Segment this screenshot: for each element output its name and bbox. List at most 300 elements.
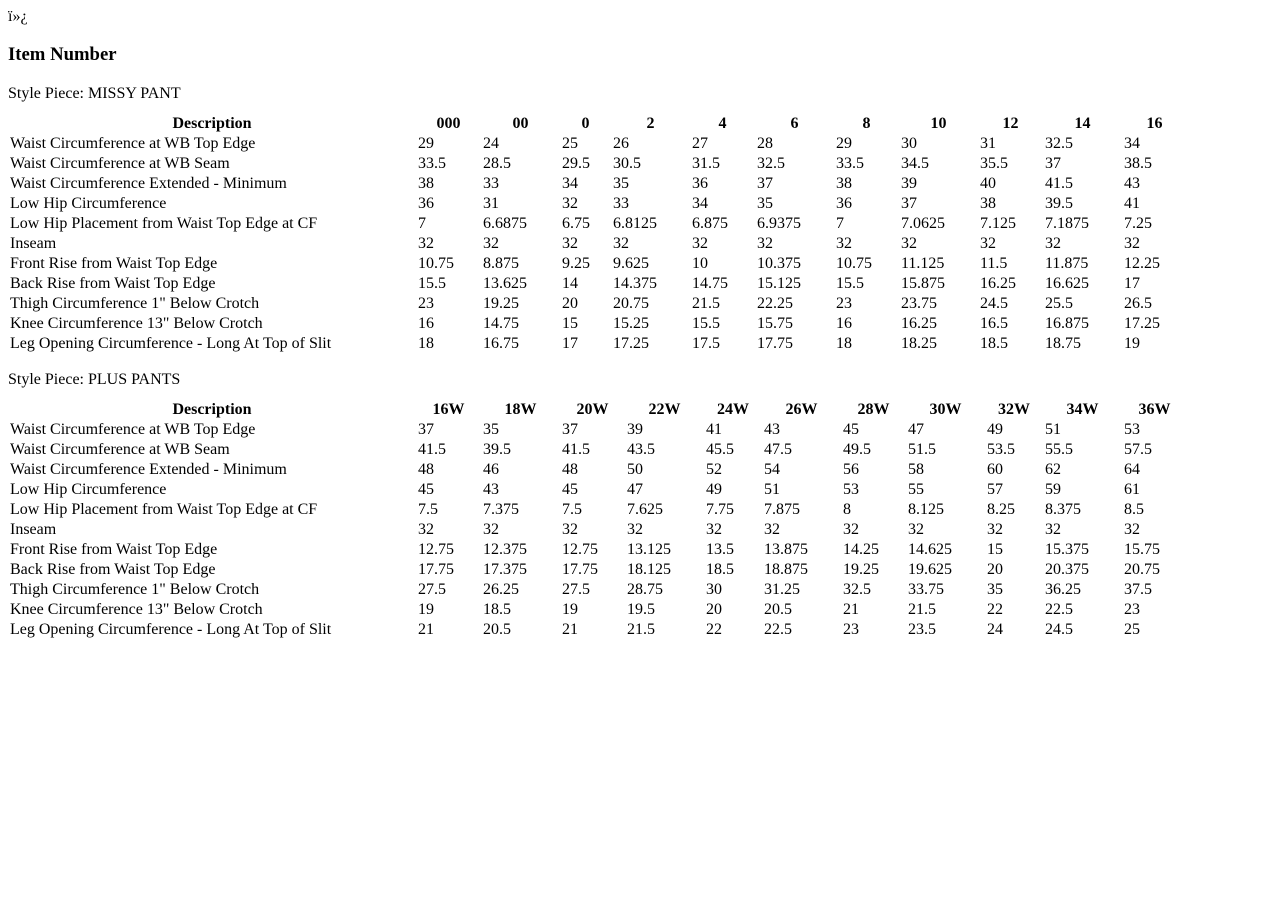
- measurement-value-cell: 57.5: [1124, 441, 1152, 458]
- measurement-value-cell: 38: [836, 175, 852, 192]
- measurement-description-cell: Thigh Circumference 1" Below Crotch: [10, 581, 260, 598]
- measurement-value-cell: 32: [980, 235, 996, 252]
- measurement-value-cell: 54: [764, 461, 780, 478]
- measurement-value-cell: 41.5: [418, 441, 446, 458]
- measurement-value-cell: 21: [418, 621, 434, 638]
- measurement-description-cell: Back Rise from Waist Top Edge: [10, 561, 216, 578]
- measurement-value-cell: 35: [483, 421, 499, 438]
- measurement-value-cell: 48: [562, 461, 578, 478]
- measurement-value-cell: 13.5: [706, 541, 734, 558]
- table-row: [9, 234, 1186, 254]
- table-row: [9, 580, 1186, 600]
- measurement-value-cell: 45: [843, 421, 859, 438]
- table-row: [9, 274, 1186, 294]
- measurement-value-cell: 34: [692, 195, 708, 212]
- measurement-value-cell: 45: [418, 481, 434, 498]
- table-row: [9, 600, 1186, 620]
- measurement-value-cell: 16.625: [1045, 275, 1089, 292]
- measurement-value-cell: 14.25: [843, 541, 879, 558]
- measurement-value-cell: 10: [692, 255, 708, 272]
- measurement-value-cell: 14: [562, 275, 578, 292]
- measurement-value-cell: 24.5: [1045, 621, 1073, 638]
- measurement-value-cell: 7.5: [418, 501, 438, 518]
- measurement-value-cell: 17: [562, 335, 578, 352]
- table-row: [9, 500, 1186, 520]
- measurement-value-cell: 21.5: [627, 621, 655, 638]
- column-header-size: 6: [790, 115, 799, 132]
- measurement-value-cell: 13.625: [483, 275, 527, 292]
- measurement-value-cell: 32: [483, 235, 499, 252]
- column-header-size: 26W: [785, 401, 818, 418]
- measurement-value-cell: 31.5: [692, 155, 720, 172]
- measurement-value-cell: 17.25: [1124, 315, 1160, 332]
- measurement-value-cell: 37: [757, 175, 773, 192]
- table-row: [9, 194, 1186, 214]
- measurement-value-cell: 36: [418, 195, 434, 212]
- measurement-value-cell: 7.1875: [1045, 215, 1089, 232]
- measurement-value-cell: 32: [1124, 235, 1140, 252]
- measurement-value-cell: 7.75: [706, 501, 734, 518]
- measurement-value-cell: 19: [1124, 335, 1140, 352]
- measurement-description-cell: Back Rise from Waist Top Edge: [10, 275, 216, 292]
- measurement-value-cell: 18.5: [706, 561, 734, 578]
- measurement-value-cell: 23: [843, 621, 859, 638]
- measurement-value-cell: 11.875: [1045, 255, 1089, 272]
- table-row: [9, 334, 1186, 354]
- measurement-value-cell: 47: [908, 421, 924, 438]
- measurement-value-cell: 21.5: [692, 295, 720, 312]
- measurement-value-cell: 17.375: [483, 561, 527, 578]
- column-header-description: Description: [172, 401, 252, 418]
- measurement-value-cell: 20.375: [1045, 561, 1089, 578]
- measurement-value-cell: 55.5: [1045, 441, 1073, 458]
- measurement-value-cell: 10.75: [418, 255, 454, 272]
- column-header-size: 30W: [929, 401, 962, 418]
- style-piece-label: Style Piece: PLUS PANTS: [8, 371, 181, 388]
- measurement-value-cell: 20.75: [613, 295, 649, 312]
- measurement-value-cell: 7.125: [980, 215, 1016, 232]
- table-header-row: [9, 114, 1186, 134]
- measurement-value-cell: 43: [764, 421, 780, 438]
- measurement-value-cell: 15.125: [757, 275, 801, 292]
- measurement-value-cell: 16: [418, 315, 434, 332]
- measurement-value-cell: 27: [692, 135, 708, 152]
- measurement-value-cell: 14.75: [483, 315, 519, 332]
- measurement-value-cell: 41.5: [1045, 175, 1073, 192]
- measurement-value-cell: 43: [483, 481, 499, 498]
- measurement-value-cell: 20.5: [483, 621, 511, 638]
- measurement-value-cell: 24: [483, 135, 499, 152]
- measurement-value-cell: 37: [1045, 155, 1061, 172]
- table-row: [9, 560, 1186, 580]
- measurement-value-cell: 28.5: [483, 155, 511, 172]
- measurement-value-cell: 32: [562, 235, 578, 252]
- measurement-value-cell: 33.75: [908, 581, 944, 598]
- measurement-value-cell: 38: [980, 195, 996, 212]
- column-header-size: 16W: [432, 401, 465, 418]
- measurement-value-cell: 6.875: [692, 215, 728, 232]
- column-header-size: 12: [1002, 115, 1019, 132]
- measurement-value-cell: 62: [1045, 461, 1061, 478]
- measurement-value-cell: 6.6875: [483, 215, 527, 232]
- measurement-value-cell: 28.75: [627, 581, 663, 598]
- column-header-size: 000: [436, 115, 461, 132]
- measurement-value-cell: 10.75: [836, 255, 872, 272]
- measurement-value-cell: 7.5: [562, 501, 582, 518]
- table-header-row: [9, 400, 1186, 420]
- table-row: [9, 134, 1186, 154]
- measurement-value-cell: 51: [1045, 421, 1061, 438]
- measurement-value-cell: 7.875: [764, 501, 800, 518]
- measurement-value-cell: 32.5: [1045, 135, 1073, 152]
- column-header-size: 00: [512, 115, 529, 132]
- measurement-value-cell: 53: [843, 481, 859, 498]
- measurement-value-cell: 19: [562, 601, 578, 618]
- measurement-description-cell: Low Hip Circumference: [10, 481, 167, 498]
- measurement-value-cell: 34: [562, 175, 578, 192]
- measurement-value-cell: 32: [901, 235, 917, 252]
- measurement-value-cell: 16.25: [901, 315, 937, 332]
- measurement-value-cell: 32: [757, 235, 773, 252]
- measurement-value-cell: 15.375: [1045, 541, 1089, 558]
- measurement-description-cell: Waist Circumference at WB Seam: [10, 441, 230, 458]
- measurement-value-cell: 39: [901, 175, 917, 192]
- measurement-value-cell: 8: [843, 501, 851, 518]
- measurement-description-cell: Waist Circumference Extended - Minimum: [10, 175, 287, 192]
- measurement-value-cell: 38: [418, 175, 434, 192]
- measurement-value-cell: 15: [562, 315, 578, 332]
- measurement-value-cell: 33: [483, 175, 499, 192]
- measurement-value-cell: 19.625: [908, 561, 952, 578]
- measurement-value-cell: 36: [836, 195, 852, 212]
- measurement-value-cell: 19: [418, 601, 434, 618]
- measurement-value-cell: 17.75: [562, 561, 598, 578]
- measurement-value-cell: 17.5: [692, 335, 720, 352]
- measurement-value-cell: 28: [757, 135, 773, 152]
- measurement-value-cell: 18: [418, 335, 434, 352]
- measurement-value-cell: 17.75: [418, 561, 454, 578]
- measurement-description-cell: Waist Circumference Extended - Minimum: [10, 461, 287, 478]
- section-missy: [8, 84, 1272, 354]
- table-row: [9, 440, 1186, 460]
- measurement-value-cell: 23.75: [901, 295, 937, 312]
- table-row: [9, 460, 1186, 480]
- measurement-value-cell: 18.875: [764, 561, 808, 578]
- measurement-value-cell: 32: [764, 521, 780, 538]
- measurement-value-cell: 16.25: [980, 275, 1016, 292]
- measurement-value-cell: 49.5: [843, 441, 871, 458]
- measurement-value-cell: 55: [908, 481, 924, 498]
- measurement-value-cell: 24.5: [980, 295, 1008, 312]
- measurement-value-cell: 49: [706, 481, 722, 498]
- measurement-value-cell: 43.5: [627, 441, 655, 458]
- measurement-value-cell: 18.125: [627, 561, 671, 578]
- column-header-size: 24W: [717, 401, 749, 418]
- measurement-value-cell: 17.75: [757, 335, 793, 352]
- measurement-value-cell: 34: [1124, 135, 1140, 152]
- measurement-value-cell: 23: [1124, 601, 1140, 618]
- table-row: [9, 294, 1186, 314]
- measurement-value-cell: 35: [987, 581, 1003, 598]
- measurement-value-cell: 21.5: [908, 601, 936, 618]
- measurement-value-cell: 61: [1124, 481, 1140, 498]
- measurement-description-cell: Low Hip Placement from Waist Top Edge at CF: [10, 501, 318, 518]
- measurement-value-cell: 21: [843, 601, 859, 618]
- measurement-value-cell: 14.75: [692, 275, 728, 292]
- measurement-value-cell: 31: [980, 135, 996, 152]
- column-header-size: 2: [646, 115, 655, 132]
- measurement-value-cell: 8.875: [483, 255, 519, 272]
- measurement-value-cell: 15.25: [613, 315, 649, 332]
- measurement-value-cell: 23: [418, 295, 434, 312]
- measurement-description-cell: Knee Circumference 13" Below Crotch: [10, 601, 263, 618]
- measurement-value-cell: 39.5: [483, 441, 511, 458]
- measurement-description-cell: Low Hip Placement from Waist Top Edge at CF: [10, 215, 318, 232]
- measurement-value-cell: 15.75: [757, 315, 793, 332]
- spec-table-plus: [7, 400, 1188, 640]
- measurement-value-cell: 46: [483, 461, 499, 478]
- table-row: [9, 154, 1186, 174]
- column-header-size: 18W: [504, 401, 537, 418]
- measurement-value-cell: 32: [562, 521, 578, 538]
- measurement-value-cell: 12.75: [562, 541, 598, 558]
- measurement-value-cell: 21: [562, 621, 578, 638]
- measurement-value-cell: 16.5: [980, 315, 1008, 332]
- measurement-value-cell: 18.5: [483, 601, 511, 618]
- column-header-size: 16: [1146, 115, 1163, 132]
- measurement-value-cell: 17.25: [613, 335, 649, 352]
- measurement-value-cell: 18.5: [980, 335, 1008, 352]
- measurement-value-cell: 20: [706, 601, 722, 618]
- measurement-value-cell: 29: [418, 135, 434, 152]
- measurement-value-cell: 19.5: [627, 601, 655, 618]
- measurement-value-cell: 32: [843, 521, 859, 538]
- measurement-value-cell: 32: [1045, 235, 1061, 252]
- table-row: [9, 174, 1186, 194]
- measurement-value-cell: 23.5: [908, 621, 936, 638]
- measurement-value-cell: 27.5: [418, 581, 446, 598]
- measurement-value-cell: 45.5: [706, 441, 734, 458]
- table-row: [9, 520, 1186, 540]
- column-header-size: 8: [862, 115, 871, 132]
- table-row: [9, 480, 1186, 500]
- measurement-value-cell: 6.75: [562, 215, 590, 232]
- measurement-description-cell: Knee Circumference 13" Below Crotch: [10, 315, 263, 332]
- measurement-value-cell: 53.5: [987, 441, 1015, 458]
- measurement-value-cell: 11.125: [901, 255, 945, 272]
- measurement-value-cell: 25: [1124, 621, 1140, 638]
- measurement-value-cell: 20: [987, 561, 1003, 578]
- measurement-value-cell: 47: [627, 481, 643, 498]
- measurement-value-cell: 41.5: [562, 441, 590, 458]
- page-heading: Item Number: [8, 44, 117, 65]
- measurement-value-cell: 7: [418, 215, 426, 232]
- style-piece-label: Style Piece: MISSY PANT: [8, 85, 181, 102]
- measurement-value-cell: 22.5: [1045, 601, 1073, 618]
- measurement-value-cell: 39.5: [1045, 195, 1073, 212]
- measurement-value-cell: 32: [562, 195, 578, 212]
- measurement-value-cell: 15.5: [418, 275, 446, 292]
- measurement-value-cell: 20.75: [1124, 561, 1160, 578]
- column-header-size: 28W: [857, 401, 890, 418]
- measurement-value-cell: 49: [987, 421, 1003, 438]
- table-row: [9, 540, 1186, 560]
- column-header-size: 4: [718, 115, 727, 132]
- measurement-value-cell: 33.5: [418, 155, 446, 172]
- measurement-value-cell: 15.5: [692, 315, 720, 332]
- measurement-value-cell: 14.625: [908, 541, 952, 558]
- measurement-value-cell: 22.5: [764, 621, 792, 638]
- table-row: [9, 314, 1186, 334]
- measurement-value-cell: 38.5: [1124, 155, 1152, 172]
- measurement-value-cell: 32: [987, 521, 1003, 538]
- measurement-value-cell: 7.0625: [901, 215, 945, 232]
- measurement-value-cell: 35: [613, 175, 629, 192]
- column-header-description: Description: [172, 115, 252, 132]
- measurement-value-cell: 32: [836, 235, 852, 252]
- table-row: [9, 254, 1186, 274]
- measurement-value-cell: 32: [1045, 521, 1061, 538]
- measurement-value-cell: 18: [836, 335, 852, 352]
- measurement-value-cell: 43: [1124, 175, 1140, 192]
- column-header-size: 20W: [576, 401, 609, 418]
- measurement-value-cell: 56: [843, 461, 859, 478]
- measurement-value-cell: 18.75: [1045, 335, 1081, 352]
- measurement-value-cell: 45: [562, 481, 578, 498]
- column-header-size: 34W: [1066, 401, 1099, 418]
- measurement-value-cell: 26.25: [483, 581, 519, 598]
- measurement-value-cell: 30: [706, 581, 722, 598]
- measurement-value-cell: 12.25: [1124, 255, 1160, 272]
- measurement-value-cell: 32: [418, 235, 434, 252]
- measurement-value-cell: 59: [1045, 481, 1061, 498]
- measurement-value-cell: 36: [692, 175, 708, 192]
- measurement-value-cell: 37: [901, 195, 917, 212]
- measurement-value-cell: 60: [987, 461, 1003, 478]
- measurement-value-cell: 31: [483, 195, 499, 212]
- measurement-value-cell: 37: [418, 421, 434, 438]
- measurement-value-cell: 30.5: [613, 155, 641, 172]
- measurement-value-cell: 32: [613, 235, 629, 252]
- measurement-value-cell: 29: [836, 135, 852, 152]
- measurement-value-cell: 16: [836, 315, 852, 332]
- measurement-value-cell: 33.5: [836, 155, 864, 172]
- table-row: [9, 214, 1186, 234]
- table-row: [9, 420, 1186, 440]
- measurement-value-cell: 48: [418, 461, 434, 478]
- measurement-value-cell: 50: [627, 461, 643, 478]
- measurement-value-cell: 6.8125: [613, 215, 657, 232]
- measurement-value-cell: 32: [1124, 521, 1140, 538]
- measurement-value-cell: 24: [987, 621, 1003, 638]
- measurement-value-cell: 26: [613, 135, 629, 152]
- measurement-value-cell: 34.5: [901, 155, 929, 172]
- measurement-value-cell: 40: [980, 175, 996, 192]
- measurement-value-cell: 32: [483, 521, 499, 538]
- measurement-value-cell: 31.25: [764, 581, 800, 598]
- measurement-description-cell: Inseam: [10, 521, 57, 538]
- measurement-value-cell: 22: [706, 621, 722, 638]
- measurement-description-cell: Waist Circumference at WB Top Edge: [10, 135, 256, 152]
- measurement-value-cell: 8.25: [987, 501, 1015, 518]
- measurement-value-cell: 25: [562, 135, 578, 152]
- measurement-value-cell: 37: [562, 421, 578, 438]
- encoding-artifact-text: ï»¿: [8, 8, 28, 25]
- measurement-value-cell: 23: [836, 295, 852, 312]
- measurement-value-cell: 32: [706, 521, 722, 538]
- measurement-description-cell: Waist Circumference at WB Seam: [10, 155, 230, 172]
- measurement-value-cell: 11.5: [980, 255, 1008, 272]
- measurement-value-cell: 52: [706, 461, 722, 478]
- measurement-value-cell: 19.25: [843, 561, 879, 578]
- measurement-value-cell: 19.25: [483, 295, 519, 312]
- measurement-value-cell: 10.375: [757, 255, 801, 272]
- measurement-description-cell: Front Rise from Waist Top Edge: [10, 541, 218, 558]
- measurement-value-cell: 36.25: [1045, 581, 1081, 598]
- measurement-value-cell: 9.25: [562, 255, 590, 272]
- measurement-value-cell: 9.625: [613, 255, 649, 272]
- measurement-value-cell: 15.75: [1124, 541, 1160, 558]
- measurement-value-cell: 32: [908, 521, 924, 538]
- column-header-size: 32W: [998, 401, 1030, 418]
- measurement-value-cell: 53: [1124, 421, 1140, 438]
- measurement-value-cell: 32: [627, 521, 643, 538]
- column-header-size: 10: [930, 115, 947, 132]
- measurement-value-cell: 33: [613, 195, 629, 212]
- measurement-value-cell: 15.5: [836, 275, 864, 292]
- measurement-description-cell: Waist Circumference at WB Top Edge: [10, 421, 256, 438]
- measurement-value-cell: 12.375: [483, 541, 527, 558]
- measurement-value-cell: 32: [692, 235, 708, 252]
- measurement-value-cell: 12.75: [418, 541, 454, 558]
- section-plus: [8, 370, 1272, 640]
- measurement-value-cell: 8.375: [1045, 501, 1081, 518]
- measurement-value-cell: 15.875: [901, 275, 945, 292]
- measurement-value-cell: 37.5: [1124, 581, 1152, 598]
- measurement-value-cell: 51: [764, 481, 780, 498]
- measurement-value-cell: 25.5: [1045, 295, 1073, 312]
- measurement-value-cell: 7.25: [1124, 215, 1152, 232]
- measurement-value-cell: 7: [836, 215, 844, 232]
- measurement-value-cell: 8.125: [908, 501, 944, 518]
- measurement-value-cell: 35.5: [980, 155, 1008, 172]
- measurement-value-cell: 27.5: [562, 581, 590, 598]
- measurement-description-cell: Low Hip Circumference: [10, 195, 167, 212]
- measurement-value-cell: 32: [418, 521, 434, 538]
- measurement-value-cell: 22: [987, 601, 1003, 618]
- measurement-value-cell: 64: [1124, 461, 1140, 478]
- measurement-value-cell: 14.375: [613, 275, 657, 292]
- measurement-value-cell: 8.5: [1124, 501, 1144, 518]
- measurement-value-cell: 47.5: [764, 441, 792, 458]
- measurement-value-cell: 22.25: [757, 295, 793, 312]
- measurement-description-cell: Leg Opening Circumference - Long At Top of Slit: [10, 621, 332, 638]
- measurement-value-cell: 13.875: [764, 541, 808, 558]
- measurement-value-cell: 18.25: [901, 335, 937, 352]
- measurement-value-cell: 58: [908, 461, 924, 478]
- measurement-value-cell: 13.125: [627, 541, 671, 558]
- measurement-description-cell: Inseam: [10, 235, 57, 252]
- measurement-value-cell: 30: [901, 135, 917, 152]
- measurement-value-cell: 16.875: [1045, 315, 1089, 332]
- measurement-value-cell: 15: [987, 541, 1003, 558]
- measurement-value-cell: 29.5: [562, 155, 590, 172]
- measurement-value-cell: 41: [706, 421, 722, 438]
- measurement-value-cell: 20.5: [764, 601, 792, 618]
- measurement-value-cell: 41: [1124, 195, 1140, 212]
- measurement-value-cell: 16.75: [483, 335, 519, 352]
- column-header-size: 22W: [648, 401, 681, 418]
